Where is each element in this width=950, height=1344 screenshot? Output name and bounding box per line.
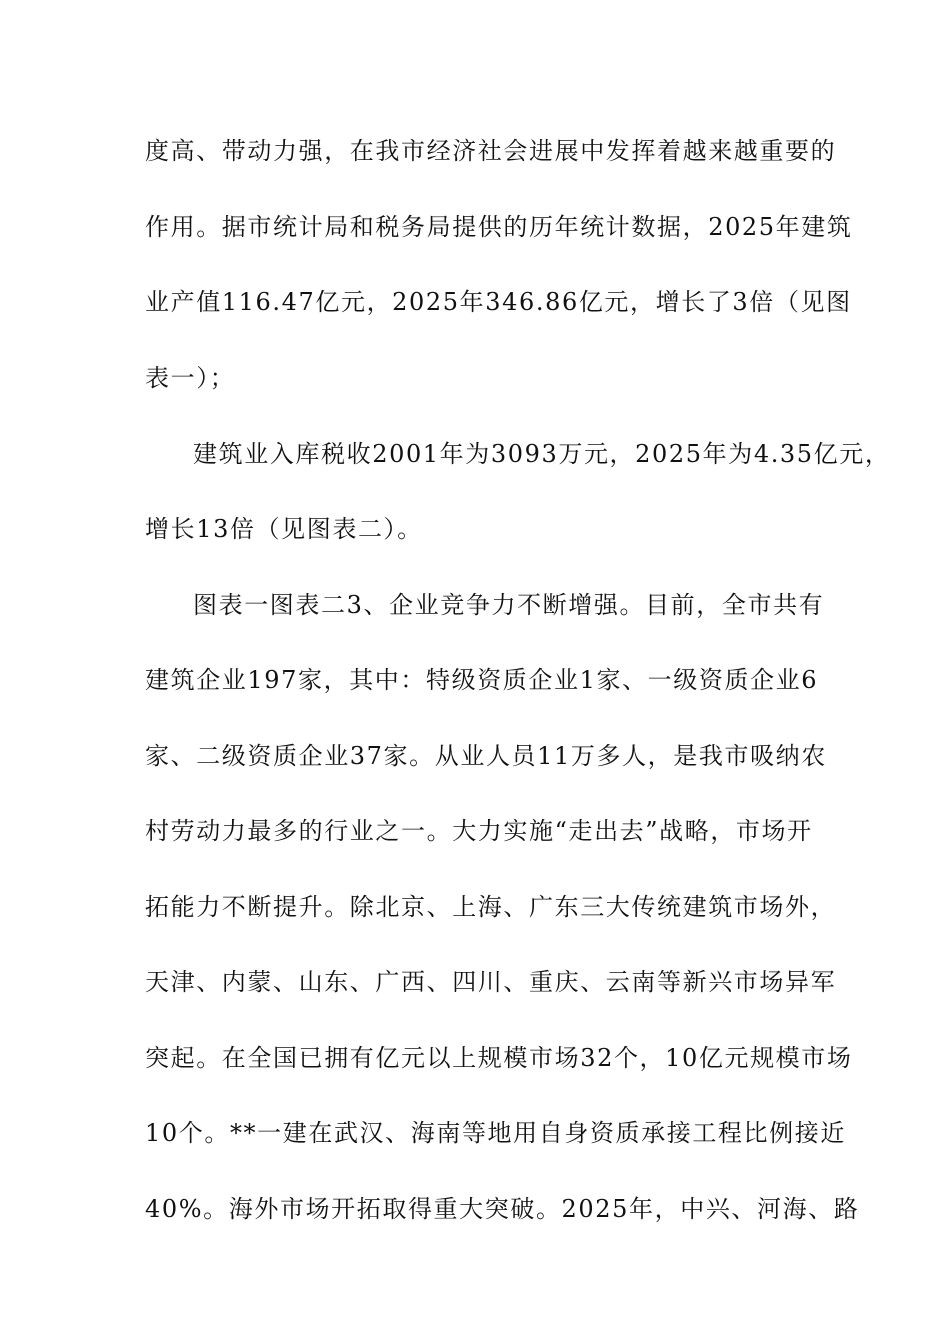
text-line-11: 拓能力不断提升。除北京、上海、广东三大传统建筑市场外， xyxy=(145,893,837,921)
text-line-10: 村劳动力最多的行业之一。大力实施“走出去”战略，市场开 xyxy=(145,817,813,845)
text-line-8: 建筑企业197家，其中：特级资质企业1家、一级资质企业6 xyxy=(145,666,819,694)
text-line-12: 天津、内蒙、山东、广西、四川、重庆、云南等新兴市场异军 xyxy=(145,968,837,996)
text-line-1: 度高、带动力强，在我市经济社会进展中发挥着越来越重要的 xyxy=(145,137,837,165)
text-line-14: 10个。**一建在武汉、海南等地用自身资质承接工程比例接近 xyxy=(145,1119,846,1147)
text-line-2: 作用。据市统计局和税务局提供的历年统计数据，2025年建筑 xyxy=(145,213,853,241)
text-line-15: 40%。海外市场开拓取得重大突破。2025年，中兴、河海、路 xyxy=(145,1195,860,1223)
text-line-6: 增长13倍（见图表二）。 xyxy=(145,515,423,543)
text-line-9: 家、二级资质企业37家。从业人员11万多人，是我市吸纳农 xyxy=(145,742,827,770)
text-line-13: 突起。在全国已拥有亿元以上规模市场32个，10亿元规模市场 xyxy=(145,1044,853,1072)
text-line-5: 建筑业入库税收2001年为3093万元，2025年为4.35亿元， xyxy=(193,440,891,468)
text-line-4: 表一）； xyxy=(145,364,236,392)
text-line-7: 图表一图表二3、企业竞争力不断增强。目前，全市共有 xyxy=(193,591,825,619)
text-line-3: 业产值116.47亿元，2025年346.86亿元，增长了3倍（见图 xyxy=(145,288,852,316)
